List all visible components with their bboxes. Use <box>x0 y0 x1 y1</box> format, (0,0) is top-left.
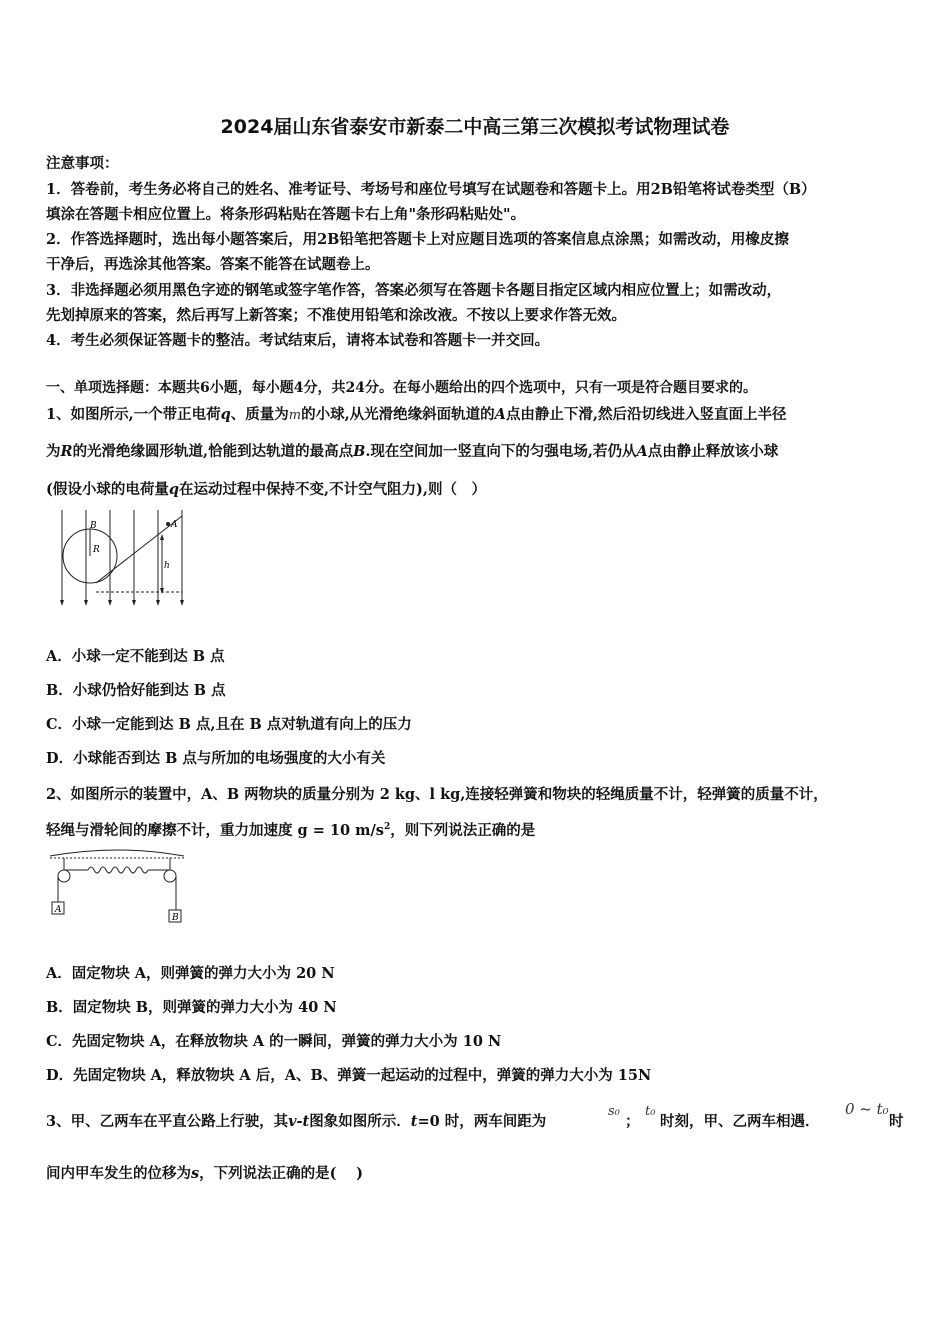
section-heading: 一、单项选择题：本题共6小题，每小题4分，共24分。在每小题给出的四个选项中，只有一项是符合题目要求的。 <box>46 380 757 396</box>
q2-fig-label-a: A <box>55 905 62 915</box>
q3-line-2: 间内甲车发生的位移为s，下列说法正确的是( ) <box>46 1165 363 1182</box>
q1-line-3: (假设小球的电荷量q在运动过程中保持不变,不计空气阻力),则（ ） <box>46 481 486 498</box>
notice-line-1: 1．答卷前，考生务必将自己的姓名、准考证号、考场号和座位号填写在试题卷和答题卡上。用2B铅笔将试卷类型（B） <box>46 181 816 198</box>
q3-symbol-s0: s₀ <box>608 1104 620 1119</box>
q2-line-2: 轻绳与滑轮间的摩擦不计，重力加速度 g = 10 $m/s^2$，则下列说法正确的是 <box>46 822 536 839</box>
q3-line-1-tail: 时刻，甲、乙两车相遇． <box>660 1113 820 1130</box>
q2-fig-label-b: B <box>172 913 179 923</box>
q3-semicolon: ； <box>625 1113 640 1130</box>
q1-option-b: B．小球仍恰好能到达 B 点 <box>46 682 226 699</box>
notice-line-2: 填涂在答题卡相应位置上。将条形码粘贴在答题卡右上角"条形码粘贴处"。 <box>46 206 526 223</box>
q1-line-2: 为R的光滑绝缘圆形轨道,恰能到达轨道的最高点B.现在空间加一竖直向下的匀强电场,若仍从A点由静止释放该小球 <box>46 443 779 460</box>
q3-line-1-end: 时 <box>889 1113 904 1130</box>
q2-figure <box>48 846 188 926</box>
notice-line-7: 4．考生必须保证答题卡的整洁。考试结束后，请将本试卷和答题卡一并交回。 <box>46 332 550 349</box>
q1-fig-label-a: A <box>171 520 178 530</box>
q3-symbol-range: 0 ~ t₀ <box>845 1100 889 1118</box>
notice-line-3: 2．作答选择题时，选出每小题答案后，用2B铅笔把答题卡上对应题目选项的答案信息点涂黑；如需改动，用橡皮擦 <box>46 231 789 248</box>
notice-line-6: 先划掉原来的答案，然后再写上新答案；不准使用铅笔和涂改液。不按以上要求作答无效。 <box>46 307 626 324</box>
page-title: 2024届山东省泰安市新泰二中高三第三次模拟考试物理试卷 <box>220 116 730 138</box>
q2-line-1: 2、如图所示的装置中，A、B 两物块的质量分别为 2 kg、l kg,连接轻弹簧和物块的轻绳质量不计，轻弹簧的质量不计， <box>46 786 828 803</box>
q2-option-b: B．固定物块 B，则弹簧的弹力大小为 40 N <box>46 999 337 1016</box>
q1-option-a: A．小球一定不能到达 B 点 <box>46 648 225 665</box>
q1-line-1: 1、如图所示,一个带正电荷q、质量为m的小球,从光滑绝缘斜面轨道的A点由静止下滑,然后沿切线进入竖直面上半径 <box>46 406 787 423</box>
q2-option-c: C．先固定物块 A，在释放物块 A 的一瞬间，弹簧的弹力大小为 10 N <box>46 1033 502 1050</box>
notice-heading: 注意事项： <box>46 155 119 172</box>
q3-line-1: 3、甲、乙两车在平直公路上行驶，其v-t图象如图所示．t=0 时，两车间距为 <box>46 1113 547 1130</box>
q1-figure <box>52 506 202 616</box>
q1-fig-label-h: h <box>164 561 170 571</box>
q1-option-d: D．小球能否到达 B 点与所加的电场强度的大小有关 <box>46 750 386 767</box>
notice-line-4: 干净后，再选涂其他答案。答案不能答在试题卷上。 <box>46 256 380 273</box>
q2-option-a: A．固定物块 A，则弹簧的弹力大小为 20 N <box>46 965 335 982</box>
q3-symbol-t0: t₀ <box>645 1104 656 1119</box>
q1-fig-label-r: R <box>93 545 100 555</box>
q1-option-c: C．小球一定能到达 B 点,且在 B 点对轨道有向上的压力 <box>46 716 412 733</box>
notice-line-5: 3．非选择题必须用黑色字迹的钢笔或签字笔作答，答案必须写在答题卡各题目指定区域内相应位置上；如需改动， <box>46 282 782 299</box>
q1-fig-label-b: B <box>90 521 97 531</box>
q2-option-d: D．先固定物块 A，释放物块 A 后，A、B、弹簧一起运动的过程中，弹簧的弹力大小为 15N <box>46 1067 652 1084</box>
